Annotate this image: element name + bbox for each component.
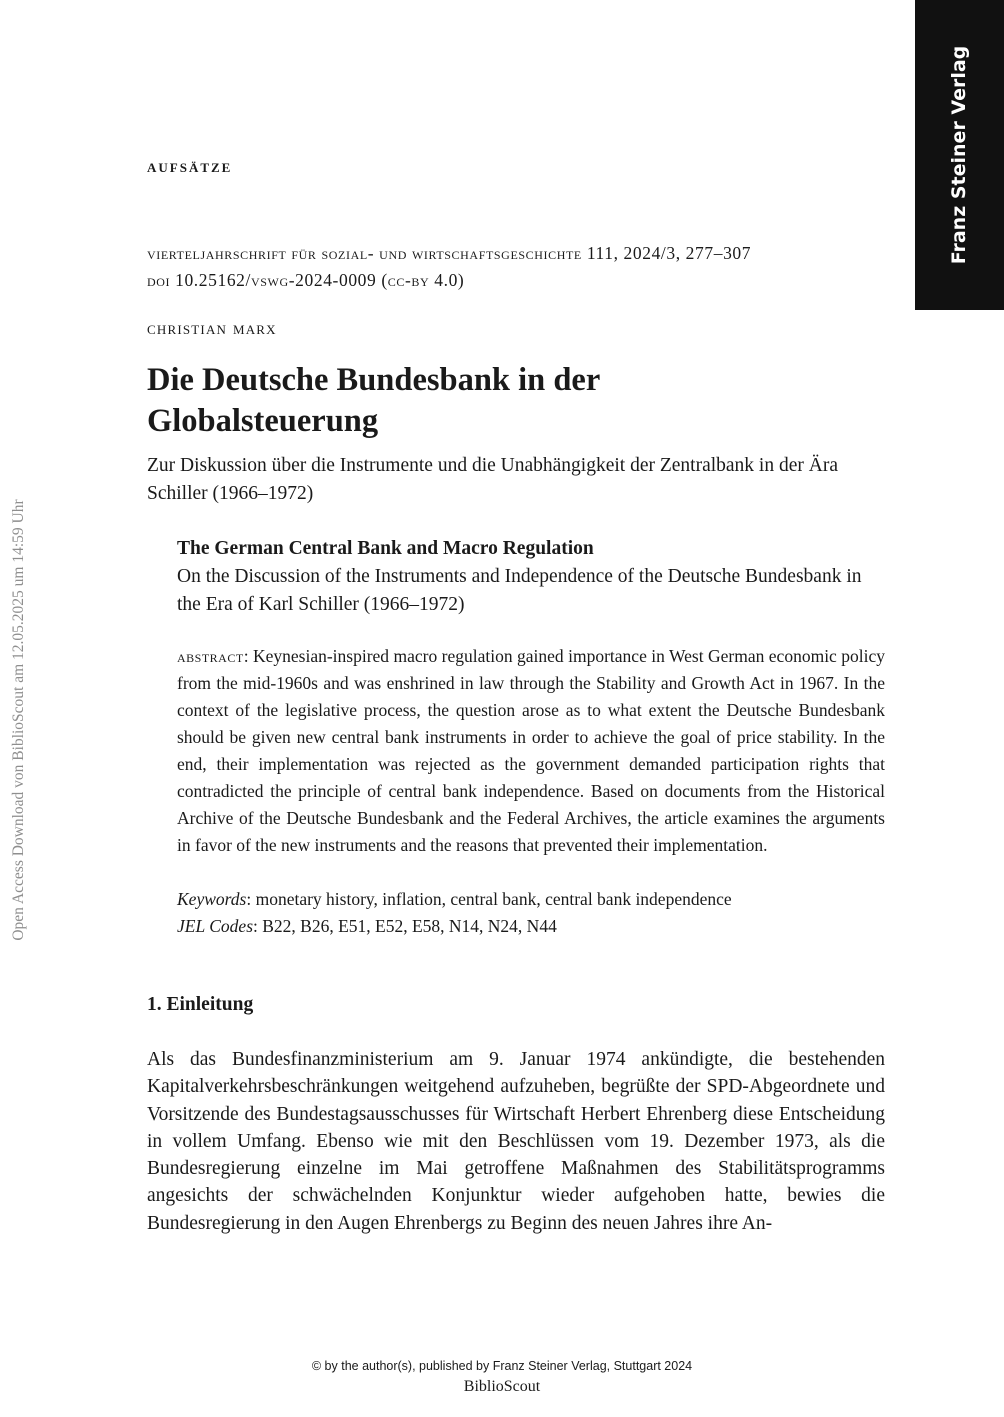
body-paragraph: Als das Bundesfinanzministerium am 9. Januar 1974 ankündigte, die bestehenden Kapitalverkehrsbeschränkungen weitgehend aufzuheben, begrüßte der SPD-Abgeordnete und Vorsitzende des Bundestagsausschusses für Wirtschaft Herbert Ehrenberg diese Entscheidung in vollem Umfang. Ebenso wie mit den Beschlüssen vom 19. Dezember 1973, als die Bundesregierung einzelne im Mai getroffene Maßnahmen des Stabilitätsprogramms angesichts der schwächelnden Konjunktur wieder aufgehoben hatte, bewies die Bundesregierung in den Augen Ehrenbergs zu Beginn des neuen Jahres ihre An-: [147, 1049, 885, 1234]
article-title: Die Deutsche Bundesbank in der Globalsteuerung: [147, 362, 600, 439]
abstract: [177, 643, 885, 859]
jel-text: : B22, B26, E51, E52, E58, N14, N24, N44: [253, 916, 557, 936]
author-name: christian marx: [147, 319, 277, 339]
footer-copyright: © by the author(s), published by Franz Steiner Verlag, Stuttgart 2024: [311, 1359, 693, 1373]
journal-info: [147, 240, 897, 294]
publisher-tab: [915, 0, 1004, 310]
keywords-label: Keywords: [177, 889, 247, 909]
keywords-text: : monetary history, inflation, central bank, central bank independence: [246, 889, 732, 909]
abstract-text: : Keynesian-inspired macro regulation gained importance in West German economic policy from the mid-1960s and was enshrined in law through the Stability and Growth Act in 1967. In the context of the legislative process, the question arose as to what extent the Deutsche Bundesbank should be given new central bank instruments in order to achieve the goal of price stability. In the end, their implementation was rejected as the government demanded participation rights that contradicted the principle of central bank independence. Based on documents from the Historical Archive of the Deutsche Bundesbank and the Federal Archives, the article examines the arguments in favor of the new instruments and the reasons that prevented their implementation.: [177, 646, 885, 855]
abstract-paragraph: [177, 643, 885, 859]
section-label: aufsätze: [147, 156, 233, 177]
keywords-line: [177, 886, 732, 913]
english-subtitle: On the Discussion of the Instruments and Independence of the Deutsche Bundesbank in the Era of Karl Schiller (1966–1972): [177, 566, 862, 615]
journal-citation: vierteljahrschrift für sozial- und wirtschaftsgeschichte 111, 2024/3, 277–307: [147, 243, 752, 263]
publisher-name: Franz Steiner Verlag: [948, 45, 970, 265]
article-subtitle: Zur Diskussion über die Instrumente und die Unabhängigkeit der Zentralbank in der Ära Schiller (1966–1972): [147, 455, 838, 504]
section-heading: 1. Einleitung: [147, 994, 254, 1015]
jel-codes-line: [177, 913, 557, 940]
english-title-block: [177, 535, 877, 619]
download-watermark: Open Access Download von BiblioScout am 12.05.2025 um 14:59 Uhr: [10, 499, 27, 941]
footer-source: BiblioScout: [463, 1378, 541, 1395]
doi-line: doi 10.25162/vswg-2024-0009 (cc-by 4.0): [147, 270, 465, 290]
abstract-label: abstract: [177, 646, 244, 666]
jel-label: JEL Codes: [177, 916, 253, 936]
english-title: The German Central Bank and Macro Regulation: [177, 538, 594, 559]
